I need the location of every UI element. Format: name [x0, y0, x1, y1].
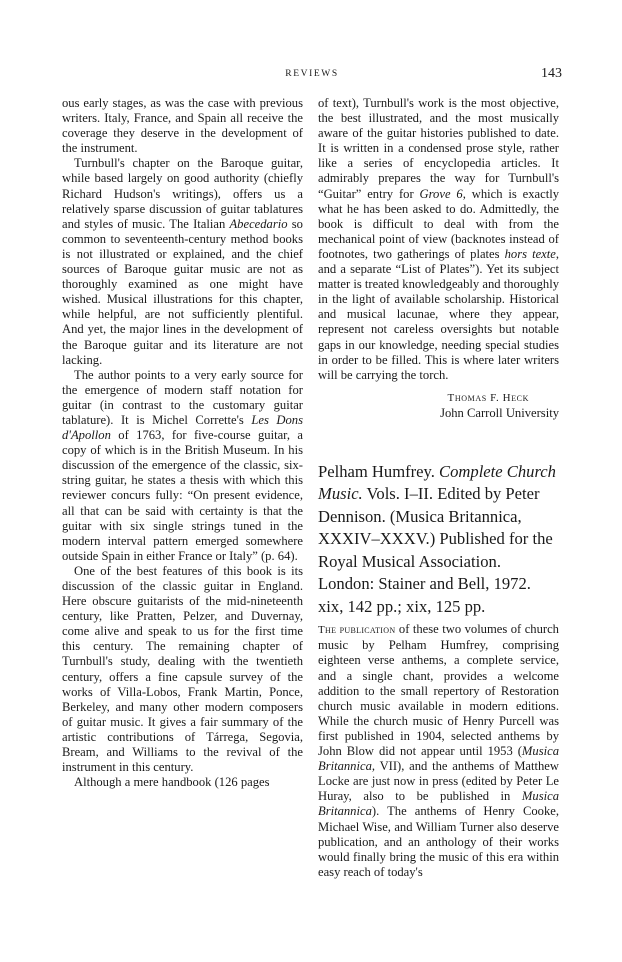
italic-title: Grove 6 — [419, 186, 463, 201]
paragraph — [318, 622, 559, 880]
paragraph — [62, 156, 303, 367]
italic-title: Les Dons d'Apollon — [62, 412, 303, 443]
right-column — [318, 96, 559, 880]
italic-term: Abecedario — [229, 216, 288, 231]
small-caps-lead: The publication — [318, 624, 396, 637]
heading-text: Vols. I–II. Edited by Peter Dennison. (Musica Britannica, XXXIV–XXXV.) Published for the Royal Musical Association. London: Stainer and Bell, 1972. xix, 142 pp.; xix, 125 pp. — [318, 484, 553, 616]
paragraph-text: VII), and the anthems of Matthew Locke are just now in press (edited by Peter Le Huray, also to be published in — [318, 759, 559, 804]
review-heading — [318, 461, 559, 619]
paragraph-text: , which is exactly what he has been asked to do. Admittedly, the book is difficult to deal with from the mechanical point of view (backnotes instead of footnotes, two gatherings of plates — [318, 186, 559, 261]
paragraph-text: One of the best features of this book is its discussion of the classic guitar in England. Here obscure guitarists of the mid-nineteenth century, like Pratten, Pelzer, and Duvernay, come alive and speak to us for the first time this century. The remaining chapter of Turnbull's study, dealing with the twentieth century, offers a fine capsule survey of the works of Villa-Lobos, Frank Martin, Ponce, Berkeley, and many other modern composers of guitar music. It gives a fair summary of the artistic contributions of Tárrega, Segovia, Bream, and Williams to the revival of the instrument in this century. — [62, 563, 303, 775]
heading-italic-title: Complete Church Music. — [318, 461, 556, 504]
italic-title: Musica Britannica, — [318, 744, 559, 774]
reviewer-institution: John Carroll University — [440, 405, 559, 420]
paragraph — [62, 368, 303, 564]
paragraph-text: ). The anthems of Henry Cooke, Michael Wise, and William Turner also deserve publication, and an anthology of their works would finally bring the music of this era within easy reach of today's — [318, 804, 559, 879]
paragraph — [62, 96, 303, 156]
paragraph-text: , and a separate “List of Plates”). Yet its subject matter is treated knowledgeably and thoroughly in the light of available scholarship. Historical and musical lacunae, where they appear, represent not careless oversights but notable gaps in our knowledge, needing special studies in order to be filled. This is where later writers will be carrying the torch. — [318, 246, 560, 382]
paragraph-text: of these two volumes of church music by Pelham Humfrey, comprising eighteen verse anthems, a complete service, and a single chant, provides a welcome addition to the small repertory of Restoration church music available in modern editions. While the church music of Henry Purcell was first published in 1904, selected anthems by John Blow did not appear until 1953 ( — [318, 622, 559, 759]
running-head — [62, 66, 562, 82]
reviewer-name: Thomas F. Heck — [447, 391, 529, 404]
paragraph — [318, 96, 559, 383]
paragraph-text: so common to seventeenth-century method books is not illustrated or explained, and the chief sources of Baroque guitar music are not as thoroughly examined as one might have wished. Musical illustrations for this chapter, while helpful, are not sufficiently plentiful. And yet, the major lines in the development of the Baroque guitar and its literature are not lacking. — [62, 216, 303, 367]
paragraph-text: ous early stages, as was the case with previous writers. Italy, France, and Spain all receive the coverage they deserve in the development of the instrument. — [62, 96, 303, 156]
paragraph-text: Turnbull's chapter on the Baroque guitar, while based largely on good authority (chiefly Richard Hudson's writings), offers us a relatively sparse discussion of guitar tablatures and styles of music. The Italian — [62, 156, 303, 231]
paragraph-text: The author points to a very early source for the emergence of modern staff notation for guitar (in contrast to the customary guitar tablature). It is Michel Corrette's — [62, 367, 303, 427]
section-title: REVIEWS — [285, 69, 339, 79]
page-number: 143 — [541, 66, 562, 81]
italic-title: Musica Britannica — [318, 789, 559, 819]
heading-text: Pelham Humfrey. — [318, 461, 440, 481]
reviewer-signature — [318, 391, 559, 421]
italic-term: hors texte — [504, 246, 556, 261]
paragraph-text: Although a mere handbook (126 pages — [74, 775, 270, 790]
paragraph-text: of text), Turnbull's work is the most objective, the best illustrated, and the most musically aware of the guitar histories published to date. It is written in a condensed prose style, rather like a series of encyclopedia articles. It admirably prepares the way for Turnbull's “Guitar” entry for — [318, 96, 559, 201]
left-column — [62, 96, 303, 790]
paragraph — [62, 564, 303, 775]
paragraph-text: of 1763, for five-course guitar, a copy of which is in the British Museum. In his discussion of the emergence of the classic, six-string guitar, he states a thesis with which this reviewer concurs fully: “On present evidence, all that can be said with certainty is that the guitar with six single strings tuned in the modern interval pattern emerged somewhere outside Spain in either France or Italy” (p. 64). — [62, 428, 303, 563]
paragraph — [62, 775, 303, 790]
